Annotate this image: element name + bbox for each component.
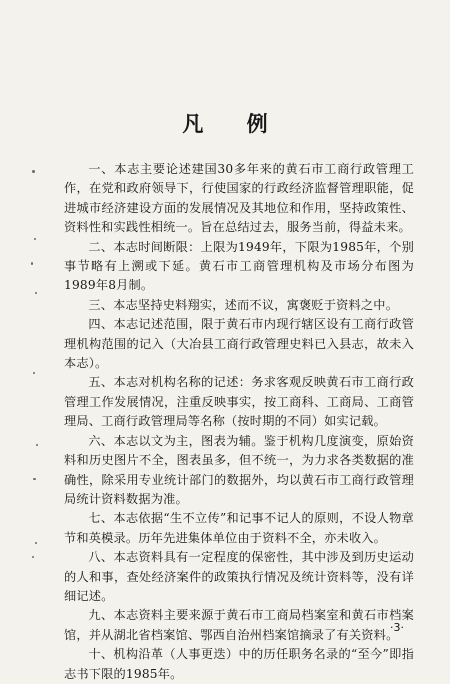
guidelines-body [64,160,414,684]
guideline-paragraph-6: 六、本志以文为主，图表为辅。鉴于机构几度演变，原始资料和历史图片不全，图表虽多，但不统一，为力求各类数据的准确性，除采用专业统计部门的数据外，均以黄石市工商行政管理局统计资料数据为准。 [64,433,414,506]
page-number: ·3· [390,621,404,634]
guideline-paragraph-3: 三、本志坚持史料翔实，述而不议，寓褒贬于资料之中。 [88,297,399,312]
guideline-paragraph-1: 一、本志主要论述建国30多年来的黄石市工商行政管理工作，在党和政府领导下，行使国家的行政经济监督管理职能，促进城市经济建设方面的发展情况及其地位和作用，坚持政策性、资料性和实践性相统一。旨在总结过去，服务当前，得益未来。 [64,162,414,235]
page-title: 凡 例 [182,111,286,136]
scan-speck [35,542,37,544]
scan-speck [32,170,35,173]
scan-speck [36,444,38,446]
guideline-paragraph-10: 十、机构沿革（人事更迭）中的历任职务名录的“至今”即指志书下限的1985年。 [64,647,414,681]
scan-speck [33,478,36,480]
scan-speck [33,372,35,374]
scan-speck [32,556,34,558]
guideline-paragraph-9: 九、本志资料主要来源于黄石市工商局档案室和黄石市档案馆，并从湖北省档案馆、鄂西自治州档案馆摘录了有关资料。 [64,608,414,642]
guideline-paragraph-7: 七、本志依据“生不立传”和记事不记人的原则，不设人物章节和英模录。历年先进集体单位由于资料不全，亦未收入。 [64,511,414,545]
scan-speck [35,292,37,294]
scan-speck [34,238,36,240]
scan-speck [31,262,33,265]
guideline-paragraph-8: 八、本志资料具有一定程度的保密性，其中涉及到历史运动的人和事，查处经济案件的政策执行情况及统计资料等，没有详细记述。 [64,550,414,603]
guideline-paragraph-5: 五、本志对机构名称的记述：务求客观反映黄石市工商行政管理工作发展情况，注重反映事实，按工商科、工商局、工商管理局、工商行政管理局等名称（按时期的不同）如实记载。 [64,375,414,429]
guideline-paragraph-4: 四、本志记述范围，限于黄石市内现行辖区设有工商行政管理机构范围的记入（大冶县工商行政管理史料已入县志，故未入本志）。 [64,317,414,371]
guideline-paragraph-2: 二、本志时间断限：上限为1949年，下限为1985年，个别事节略有上溯或下延。黄石市工商管理机构及市场分布图为1989年8月制。 [64,239,414,293]
